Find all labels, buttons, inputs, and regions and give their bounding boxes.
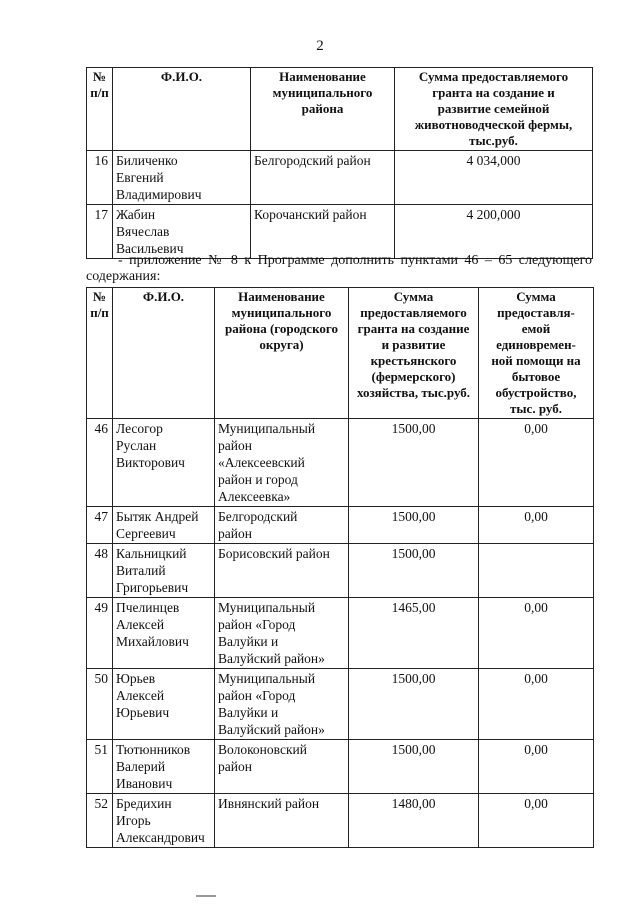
header-grant: Сумма предоставляемого гранта на создание и развитие семейной животноводческой фермы, тыс.руб.	[395, 68, 593, 151]
district-name: Муниципальный район «Алексеевский район и город Алексеевка»	[215, 419, 349, 507]
row-number: 51	[87, 740, 113, 794]
header-aid: Сумма предоставля- емой единовремен- ной помощи на бытовое обустройство, тыс. руб.	[479, 288, 594, 419]
district-name: Борисовский район	[215, 544, 349, 598]
header-number: № п/п	[87, 288, 113, 419]
district-name: Белгородский район	[215, 507, 349, 544]
page-number: 2	[316, 38, 324, 54]
header-district: Наименование муниципального района (городского округа)	[215, 288, 349, 419]
aid-amount	[479, 544, 594, 598]
table-header-row	[87, 68, 593, 151]
table-row	[87, 507, 594, 544]
aid-amount: 0,00	[479, 740, 594, 794]
district-name: Белгородский район	[251, 151, 395, 205]
grant-amount: 4 200,000	[395, 205, 593, 259]
grant-amount: 1500,00	[349, 419, 479, 507]
table-row	[87, 544, 594, 598]
district-name: Корочанский район	[251, 205, 395, 259]
table-row	[87, 740, 594, 794]
row-number: 46	[87, 419, 113, 507]
grant-amount: 1500,00	[349, 507, 479, 544]
grant-amount: 1500,00	[349, 544, 479, 598]
table-row	[87, 669, 594, 740]
header-name: Ф.И.О.	[113, 68, 251, 151]
district-name: Ивнянский район	[215, 794, 349, 848]
person-name: Жабин Вячеслав Васильевич	[113, 205, 251, 259]
grant-amount: 4 034,000	[395, 151, 593, 205]
header-grant: Сумма предоставляемого гранта на создание и развитие крестьянского (фермерского) хозяйства, тыс.руб.	[349, 288, 479, 419]
grant-amount: 1480,00	[349, 794, 479, 848]
table-row	[87, 794, 594, 848]
row-number: 50	[87, 669, 113, 740]
scan-mark	[196, 895, 216, 897]
person-name: Пчелинцев Алексей Михайлович	[113, 598, 215, 669]
grant-amount: 1500,00	[349, 669, 479, 740]
district-name: Муниципальный район «Город Валуйки и Валуйский район»	[215, 669, 349, 740]
header-district: Наименование муниципального района	[251, 68, 395, 151]
person-name: Бредихин Игорь Александрович	[113, 794, 215, 848]
aid-amount: 0,00	[479, 669, 594, 740]
aid-amount: 0,00	[479, 507, 594, 544]
aid-amount: 0,00	[479, 794, 594, 848]
peasant-farm-grant-table	[86, 287, 594, 848]
farm-grant-table	[86, 67, 593, 259]
aid-amount: 0,00	[479, 598, 594, 669]
table-row	[87, 151, 593, 205]
table-header-row	[87, 288, 594, 419]
row-number: 49	[87, 598, 113, 669]
header-number: № п/п	[87, 68, 113, 151]
person-name: Кальницкий Виталий Григорьевич	[113, 544, 215, 598]
person-name: Юрьев Алексей Юрьевич	[113, 669, 215, 740]
person-name: Тютюнников Валерий Иванович	[113, 740, 215, 794]
person-name: Биличенко Евгений Владимирович	[113, 151, 251, 205]
table-row	[87, 205, 593, 259]
grant-amount: 1500,00	[349, 740, 479, 794]
district-name: Волоконовский район	[215, 740, 349, 794]
row-number: 48	[87, 544, 113, 598]
table-row	[87, 598, 594, 669]
row-number: 52	[87, 794, 113, 848]
header-name: Ф.И.О.	[113, 288, 215, 419]
table-row	[87, 419, 594, 507]
row-number: 16	[87, 151, 113, 205]
person-name: Лесогор Руслан Викторович	[113, 419, 215, 507]
row-number: 17	[87, 205, 113, 259]
grant-amount: 1465,00	[349, 598, 479, 669]
table-body	[87, 151, 593, 259]
person-name: Бытяк Андрей Сергеевич	[113, 507, 215, 544]
aid-amount: 0,00	[479, 419, 594, 507]
amendment-note	[86, 253, 592, 285]
table-body	[87, 419, 594, 848]
row-number: 47	[87, 507, 113, 544]
note-text: - приложение № 8 к Программе дополнить пунктами 46 – 65 следующего содержания:	[86, 253, 592, 284]
district-name: Муниципальный район «Город Валуйки и Валуйский район»	[215, 598, 349, 669]
